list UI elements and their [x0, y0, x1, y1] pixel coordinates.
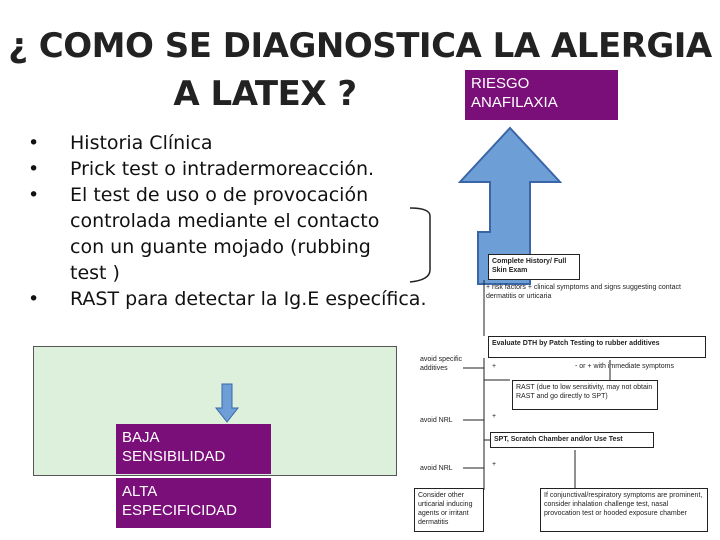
consider-other-box: Consider other urticarial inducing agents or irritant dermatitis: [414, 488, 484, 532]
bullet-dot: •: [28, 288, 40, 310]
risk-anaphylaxis-box: RIESGO ANAFILAXIA: [465, 70, 618, 120]
evaluate-dth-box: Evaluate DTH by Patch Testing to rubber additives: [488, 336, 706, 358]
page-title-line2: A LATEX ?: [173, 74, 357, 114]
plus-label-2: +: [492, 413, 497, 420]
complete-history-box: Complete History/ Full Skin Exam: [488, 254, 580, 280]
bullet-text: RAST para detectar la Ig.E específica.: [70, 288, 427, 310]
bracket-right: [410, 208, 430, 282]
bullet-text: El test de uso o de provocación controlada mediante el contacto con un guante mojado (rubbing test ): [70, 184, 380, 284]
risk-factors-note: + risk factors + clinical symptoms and signs suggesting contact dermatitis or urticaria: [486, 284, 681, 300]
bullet-text: Historia Clínica: [70, 132, 213, 154]
plus-label-3: +: [492, 461, 497, 468]
conjunctival-box: If conjunctival/respiratory symptoms are prominent, consider inhalation challenge test, nasal provocation test or hooded exposure chamber: [540, 488, 708, 532]
bullet-text: Prick test o intradermoreacción.: [70, 158, 375, 180]
avoid-nrl-label-2: avoid NRL: [420, 465, 453, 472]
alta-especificidad-box: ALTA ESPECIFICIDAD: [116, 478, 271, 528]
bullet-dot: •: [28, 158, 40, 180]
plus-label-1: +: [492, 363, 497, 370]
bullet-dot: •: [28, 184, 40, 206]
or-plus-note: - or + with immediate symptoms: [575, 363, 674, 370]
spt-box: SPT, Scratch Chamber and/or Use Test: [490, 432, 654, 448]
avoid-specific-label: avoid specific additives: [420, 356, 463, 372]
rast-box: RAST (due to low sensitivity, may not obtain RAST and go directly to SPT): [512, 380, 658, 410]
avoid-nrl-label-1: avoid NRL: [420, 417, 453, 424]
baja-sensibilidad-box: BAJA SENSIBILIDAD: [116, 424, 271, 474]
page-title-line1: ¿ COMO SE DIAGNOSTICA LA ALERGIA: [8, 26, 712, 66]
down-arrow: [216, 384, 238, 422]
bullet-dot: •: [28, 132, 40, 154]
